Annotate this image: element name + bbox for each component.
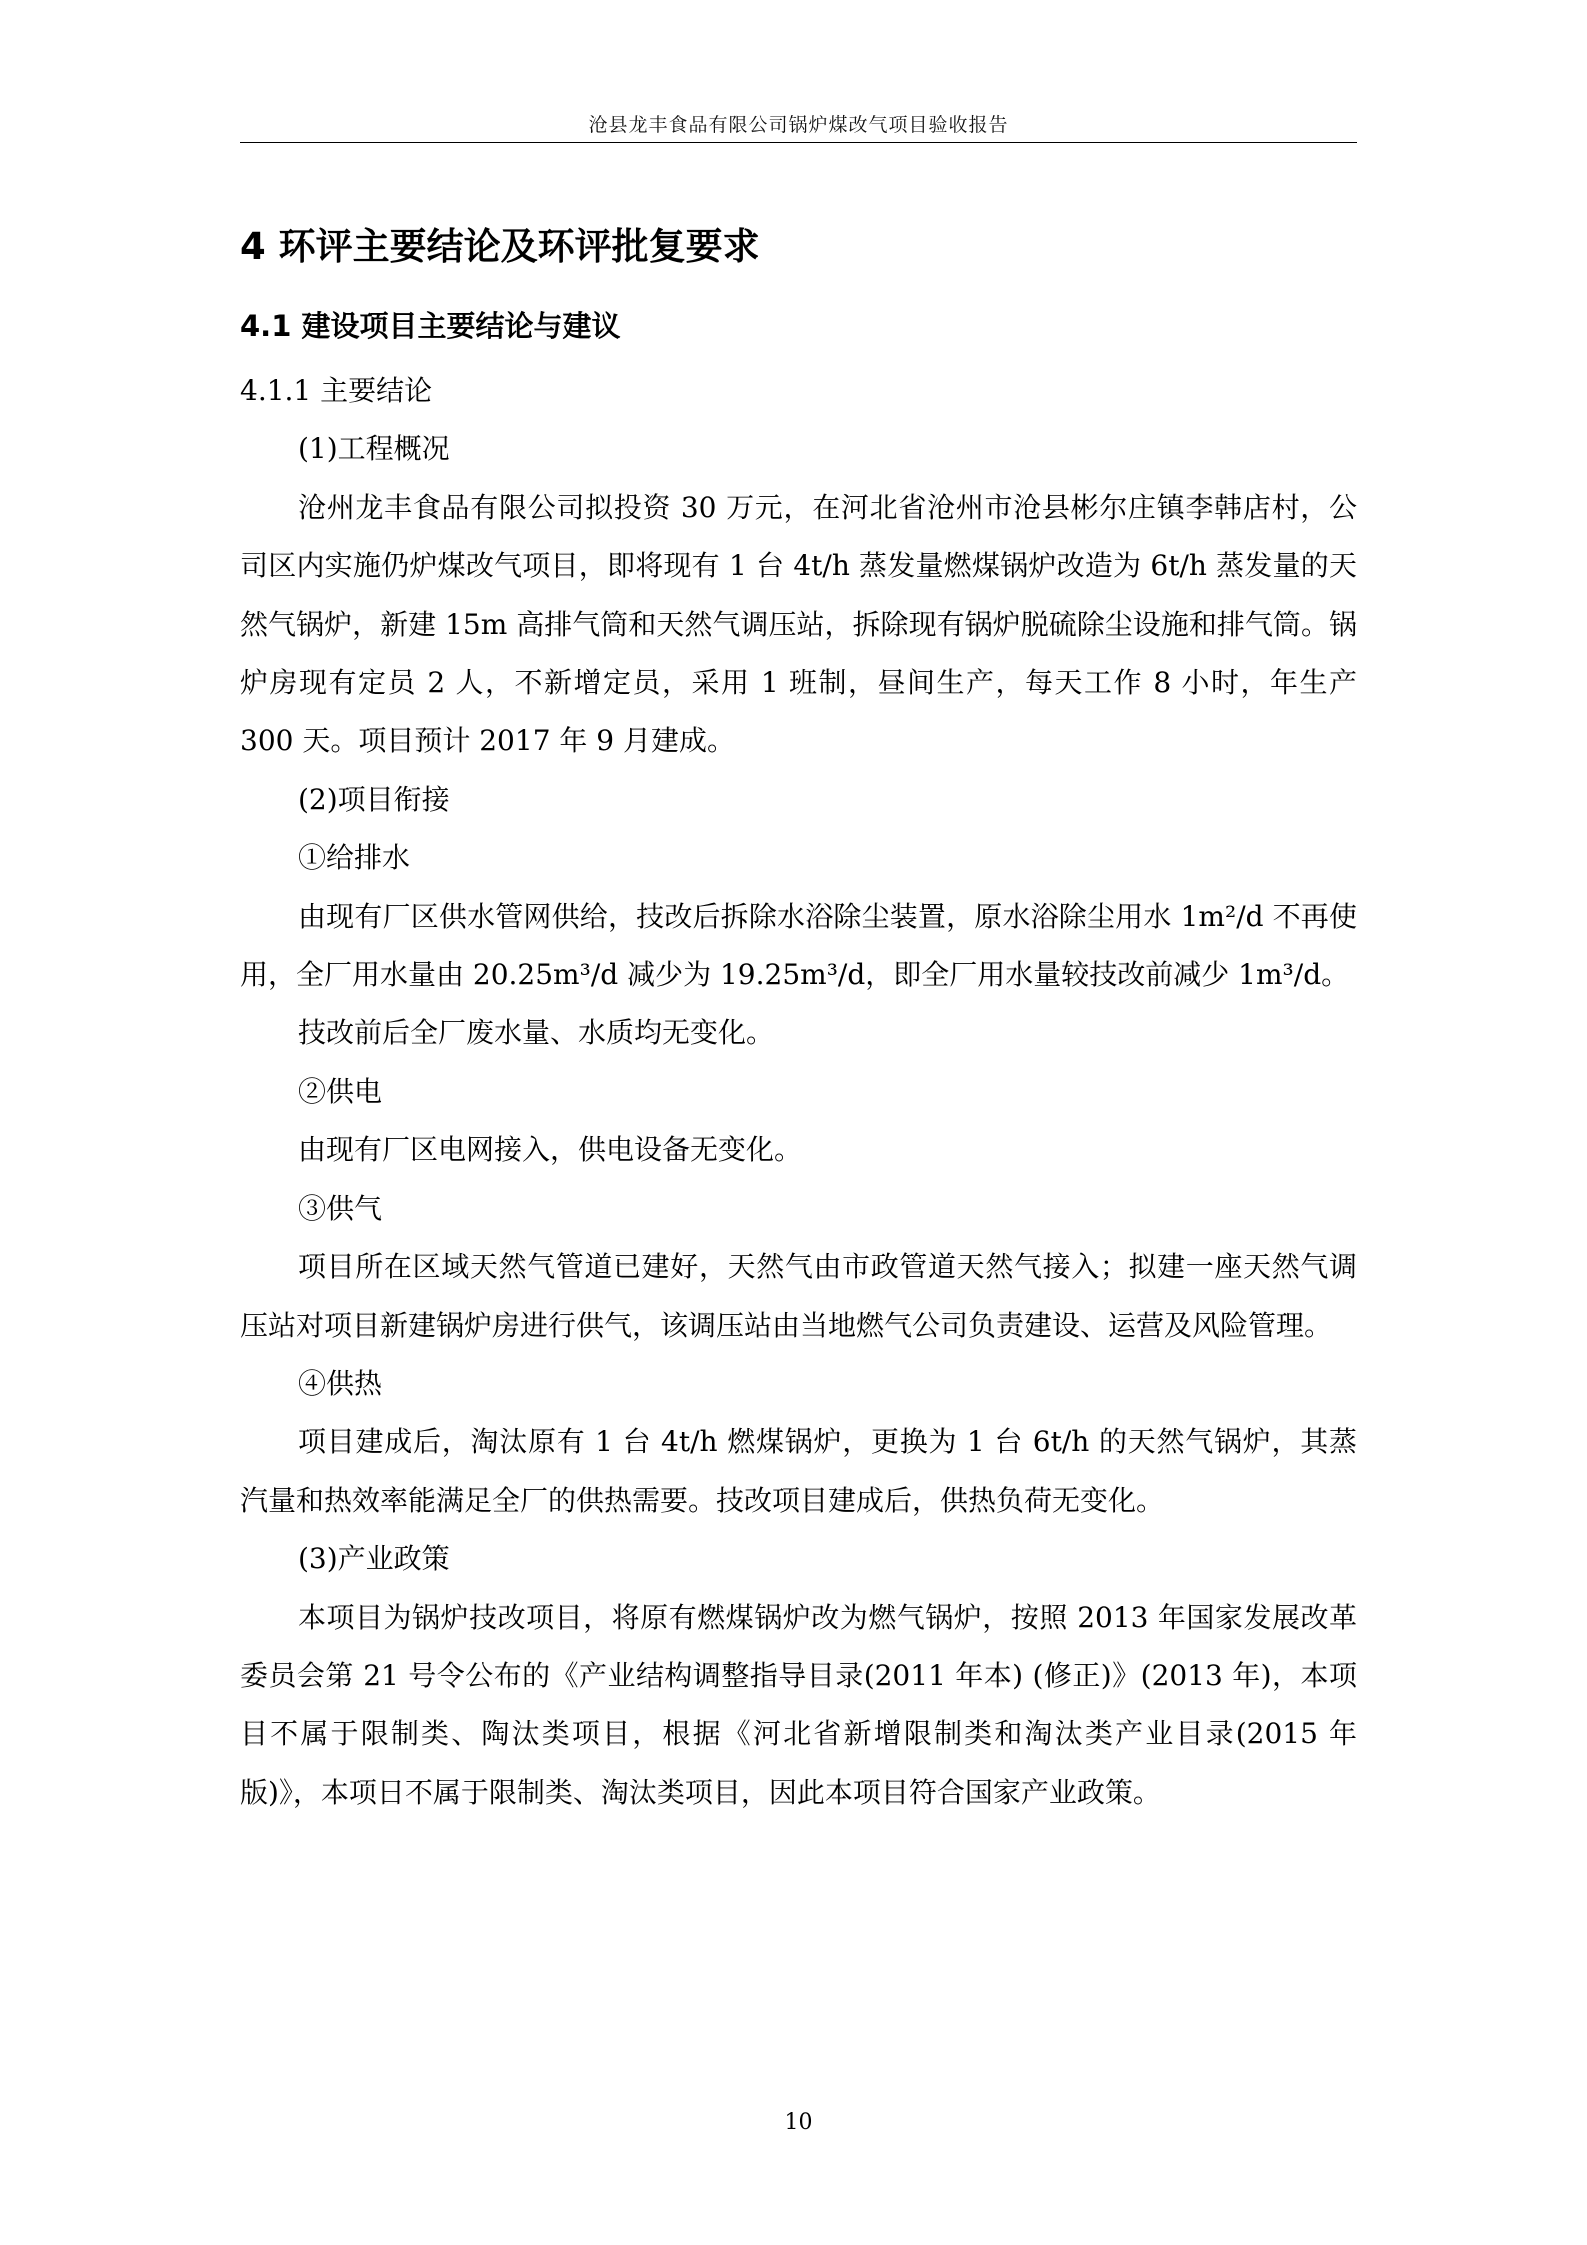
policy-heading: (3)产业政策 xyxy=(298,1542,450,1576)
water-paragraph: 由现有厂区供水管网供给，技改后拆除水浴除尘装置，原水浴除尘用水 1m²/d 不再使用，全厂用水量由 20.25m³/d 减少为 19.25m³/d，即全厂用水量较技改前减少 1m³/d。 xyxy=(240,899,1357,992)
power-heading: ②供电 xyxy=(298,1074,383,1108)
power-paragraph: 由现有厂区电网接入，供电设备无变化。 xyxy=(298,1133,803,1167)
water-heading: ①给排水 xyxy=(298,841,411,875)
header-divider xyxy=(240,142,1357,143)
heat-heading: ④供热 xyxy=(298,1366,383,1400)
policy-paragraph: 本项目为锅炉技改项目，将原有燃煤锅炉改为燃气锅炉，按照 2013 年国家发展改革委员会第 21 号令公布的《产业结构调整指导目录(2011 年本) (修正)》(2013 年)，本项目不属于限制类、陶汰类项目，根据《河北省新增限制类和淘汰类产业目录(2015 年版)》，本项日不属于限制类、淘汰类项目，因此本项目符合国家产业政策。 xyxy=(240,1600,1357,1809)
link-heading: (2)项目衔接 xyxy=(298,782,450,816)
section-title: 4.1 建设项目主要结论与建议 xyxy=(240,309,621,343)
overview-heading: (1)工程概况 xyxy=(298,432,450,466)
running-header: 沧县龙丰食品有限公司锅炉煤改气项目验收报告 xyxy=(588,114,1009,136)
wastewater-paragraph: 技改前后全厂废水量、水质均无变化。 xyxy=(298,1016,775,1050)
overview-paragraph: 沧州龙丰食品有限公司拟投资 30 万元，在河北省沧州市沧县彬尔庄镇李韩店村，公司区内实施仍炉煤改气项目，即将现有 1 台 4t/h 蒸发量燃煤锅炉改造为 6t/h 蒸发量的天然气锅炉，新建 15m 高排气筒和天然气调压站，拆除现有锅炉脱硫除尘设施和排气筒。锅炉房现有定员 2 人，不新增定员，采用 1 班制，昼间生产，每天工作 8 小时，年生产 300 天。项目预计 2017 年 9 月建成。 xyxy=(240,490,1357,758)
document-body xyxy=(240,362,1357,1822)
gas-heading: ③供气 xyxy=(298,1191,383,1225)
chapter-title: 4 环评主要结论及环评批复要求 xyxy=(240,225,760,268)
subsection-title: 4.1.1 主要结论 xyxy=(240,374,433,407)
heat-paragraph: 项目建成后，淘汰原有 1 台 4t/h 燃煤锅炉，更换为 1 台 6t/h 的天然气锅炉，其蒸汽量和热效率能满足全厂的供热需要。技改项目建成后，供热负荷无变化。 xyxy=(240,1425,1357,1517)
gas-paragraph: 项目所在区域天然气管道已建好，天然气由市政管道天然气接入；拟建一座天然气调压站对项目新建锅炉房进行供气，该调压站由当地燃气公司负责建设、运营及风险管理。 xyxy=(240,1250,1357,1342)
page-number: 10 xyxy=(784,2110,813,2135)
